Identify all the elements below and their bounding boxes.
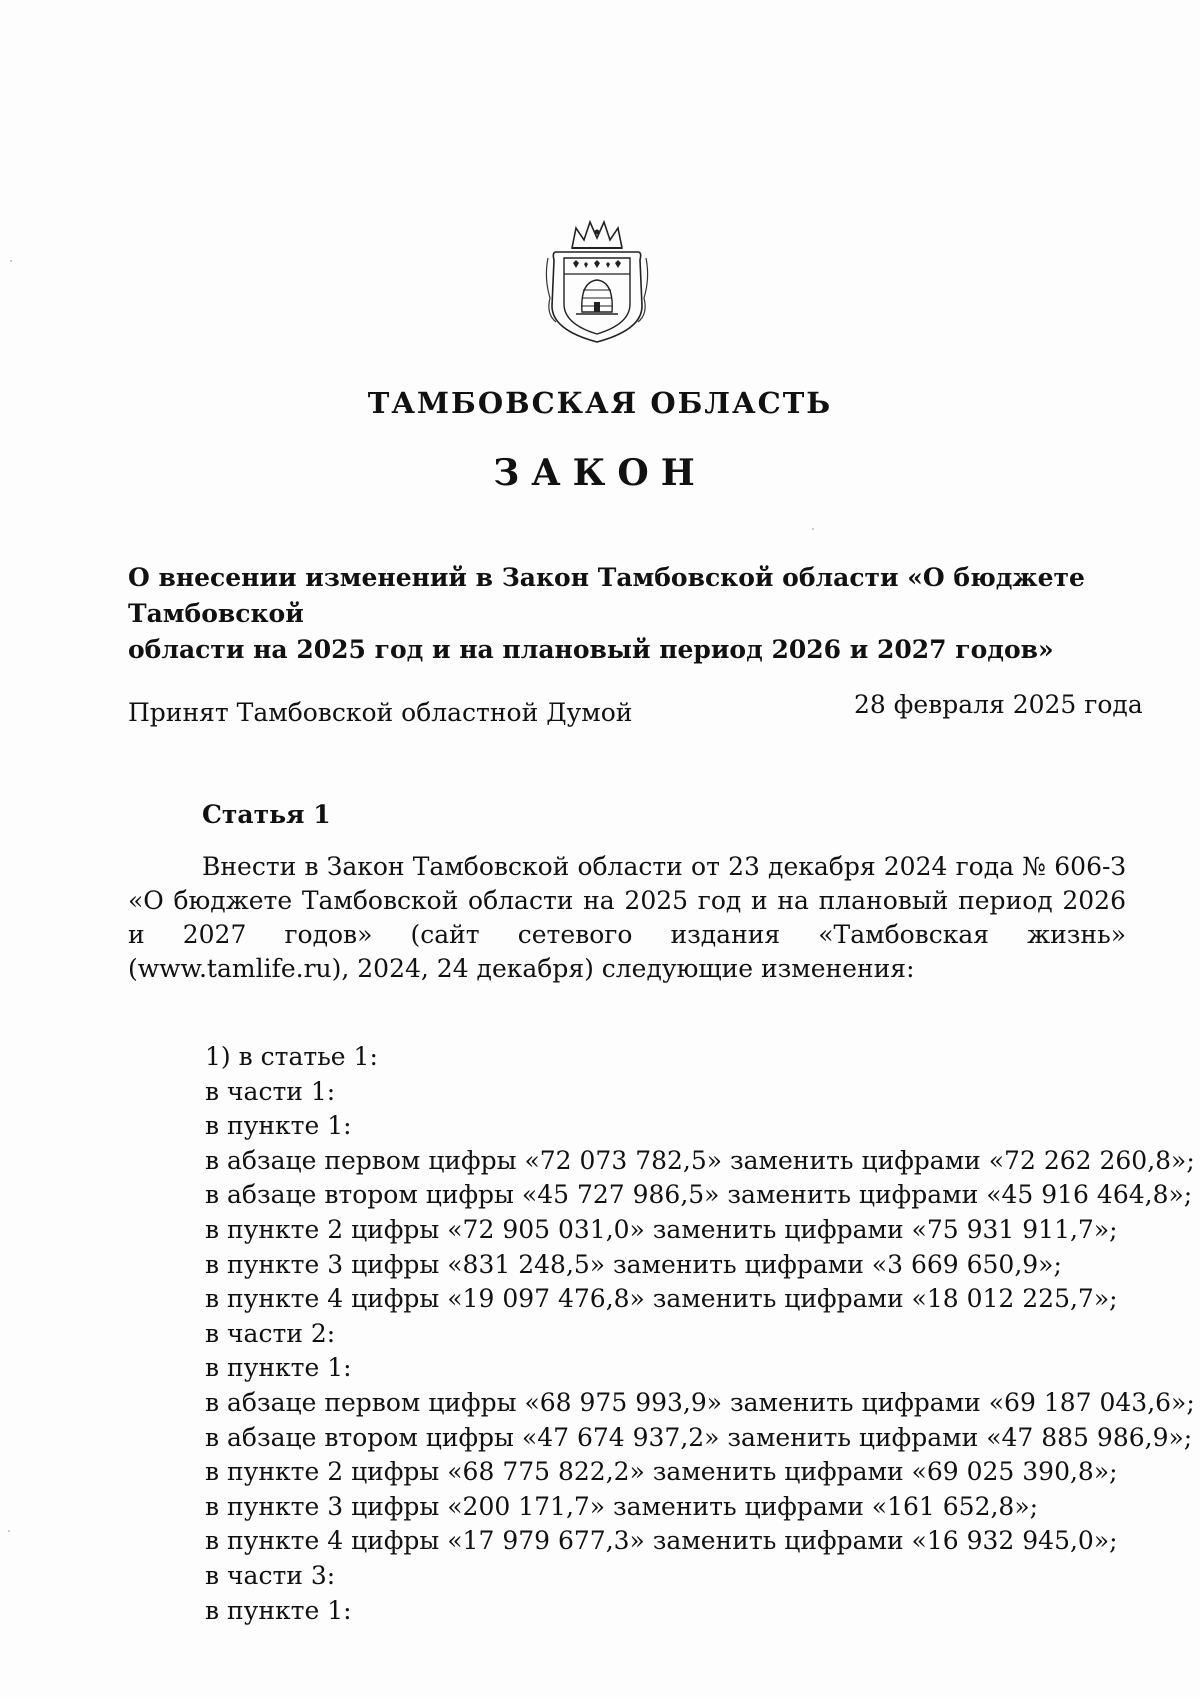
list-item: в части 1: [205, 1076, 336, 1106]
region-title: ТАМБОВСКАЯ ОБЛАСТЬ [367, 386, 833, 420]
adopted-by: Принят Тамбовской областной Думой [128, 698, 633, 727]
scan-speck [10, 260, 12, 262]
list-item: в части 2: [205, 1318, 336, 1348]
list-item: в пункте 4 цифры «19 097 476,8» заменить цифрами «18 012 225,7»; [205, 1284, 1118, 1314]
law-subject-heading [128, 560, 1128, 668]
amendments-list [205, 1040, 1195, 1628]
list-item: в абзаце втором цифры «45 727 986,5» заменить цифрами «45 916 464,8»; [205, 1180, 1193, 1210]
list-item: в пункте 2 цифры «72 905 031,0» заменить цифрами «75 931 911,7»; [205, 1214, 1118, 1244]
list-item: в пункте 1: [205, 1595, 352, 1625]
document-type-title: ЗАКОН [493, 452, 707, 494]
article-intro-paragraph: Внести в Закон Тамбовской области от 23 декабря 2024 года № 606-З «О бюджете Тамбовской области на 2025 год и на плановый период 2026 и 2027 годов» (сайт сетевого издания «Тамбовская жизнь» (www.tamlife.ru), 2024, 24 декабря) следующие изменения: [128, 852, 1126, 983]
list-item: в абзаце втором цифры «47 674 937,2» заменить цифрами «47 885 986,9»; [205, 1422, 1193, 1452]
article-heading: Статья 1 [202, 800, 331, 829]
law-subject-line: области на 2025 год и на плановый период 2026 и 2027 годов» [128, 635, 1054, 664]
tambov-coat-of-arms-icon [542, 218, 652, 346]
scan-speck [8, 1530, 10, 1532]
list-item: в пункте 3 цифры «200 171,7» заменить цифрами «161 652,8»; [205, 1491, 1039, 1521]
law-subject-line: О внесении изменений в Закон Тамбовской области «О бюджете Тамбовской [128, 563, 1085, 628]
list-item: в пункте 4 цифры «17 979 677,3» заменить цифрами «16 932 945,0»; [205, 1526, 1118, 1556]
list-item: в пункте 1: [205, 1353, 352, 1383]
list-item: в пункте 2 цифры «68 775 822,2» заменить цифрами «69 025 390,8»; [205, 1457, 1118, 1487]
list-item: 1) в статье 1: [205, 1042, 378, 1071]
list-item: в части 3: [205, 1560, 336, 1590]
list-item: в абзаце первом цифры «72 073 782,5» заменить цифрами «72 262 260,8»; [205, 1145, 1195, 1175]
list-item: в пункте 3 цифры «831 248,5» заменить цифрами «3 669 650,9»; [205, 1249, 1062, 1279]
adoption-date: 28 февраля 2025 года [854, 690, 1143, 719]
list-item: в абзаце первом цифры «68 975 993,9» заменить цифрами «69 187 043,6»; [205, 1387, 1195, 1417]
list-item: в пункте 1: [205, 1111, 352, 1141]
scan-speck [812, 528, 814, 530]
